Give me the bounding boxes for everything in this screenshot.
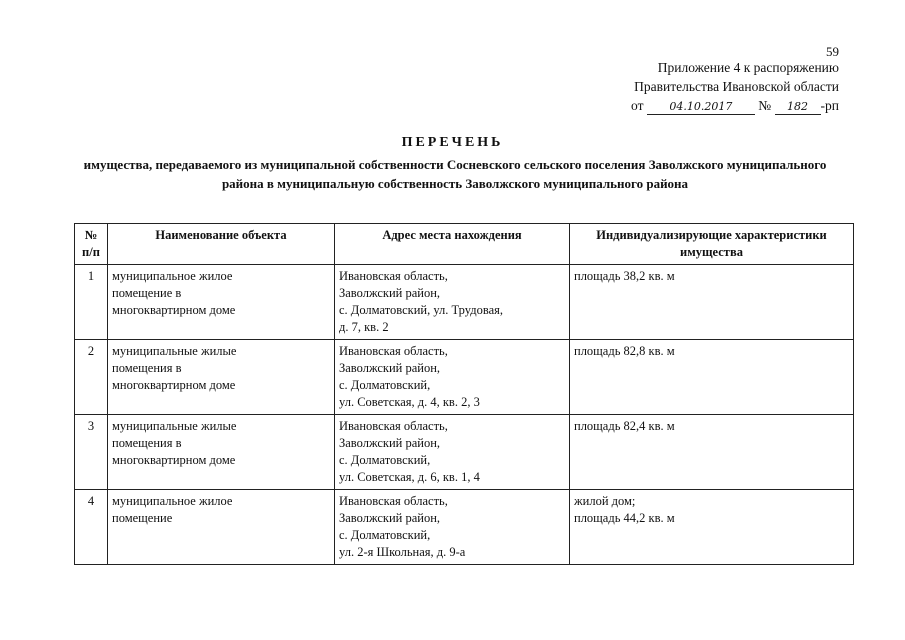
- cell-name-line: многоквартирном доме: [112, 453, 236, 467]
- header-characteristics: Индивидуализирующие характеристики имущества: [570, 224, 854, 265]
- cell-address-line: ул. 2-я Школьная, д. 9-а: [339, 545, 466, 559]
- cell-address-line: с. Долматовский,: [339, 453, 431, 467]
- header-number: № п/п: [75, 224, 108, 265]
- cell-name-line: муниципальное жилое: [112, 269, 233, 283]
- cell-characteristics: [570, 265, 854, 340]
- table-row: [75, 490, 854, 565]
- cell-address-line: ул. Советская, д. 6, кв. 1, 4: [339, 470, 480, 484]
- cell-address-line: Заволжский район,: [339, 511, 441, 525]
- cell-number: 1: [75, 265, 108, 340]
- document-subtitle: имущества, передаваемого из муниципальной собственности Сосневского сельского поселения Заволжского муниципального района в муниципальную собственность Заволжского муниципального района: [83, 157, 827, 191]
- cell-name-line: помещения в: [112, 436, 182, 450]
- cell-address-line: Заволжский район,: [339, 286, 441, 300]
- appendix-line-2: Правительства Ивановской области: [634, 79, 839, 94]
- number-sign: №: [758, 98, 772, 113]
- cell-name: [108, 415, 335, 490]
- appendix-date-line: [631, 96, 839, 115]
- cell-name: [108, 340, 335, 415]
- cell-address: [335, 415, 570, 490]
- handwritten-number: 182: [775, 100, 821, 115]
- cell-name-line: многоквартирном доме: [112, 378, 236, 392]
- cell-characteristics-line: площадь 82,8 кв. м: [574, 344, 675, 358]
- cell-address-line: Заволжский район,: [339, 361, 441, 375]
- cell-characteristics-line: площадь 38,2 кв. м: [574, 269, 675, 283]
- cell-address-line: Заволжский район,: [339, 436, 441, 450]
- cell-characteristics: [570, 340, 854, 415]
- header-name: Наименование объекта: [108, 224, 335, 265]
- cell-address: [335, 265, 570, 340]
- cell-address-line: Ивановская область,: [339, 344, 448, 358]
- date-prefix: от: [631, 98, 644, 113]
- cell-address-line: с. Долматовский,: [339, 528, 431, 542]
- cell-characteristics-line: жилой дом;: [574, 494, 636, 508]
- cell-address: [335, 340, 570, 415]
- cell-address-line: Ивановская область,: [339, 269, 448, 283]
- cell-name: [108, 265, 335, 340]
- table-row: [75, 265, 854, 340]
- document-title: ПЕРЕЧЕНЬ: [401, 135, 504, 150]
- table-header-row: [75, 224, 854, 265]
- cell-characteristics: [570, 415, 854, 490]
- cell-address-line: д. 7, кв. 2: [339, 320, 389, 334]
- table-row: [75, 340, 854, 415]
- appendix-block: [631, 58, 839, 115]
- table-body: [75, 265, 854, 565]
- cell-characteristics: [570, 490, 854, 565]
- cell-address-line: Ивановская область,: [339, 419, 448, 433]
- cell-name-line: помещение: [112, 511, 173, 525]
- handwritten-date: 04.10.2017: [647, 100, 755, 115]
- cell-number: 2: [75, 340, 108, 415]
- cell-name-line: помещения в: [112, 361, 182, 375]
- number-suffix: -рп: [820, 98, 839, 113]
- cell-address-line: ул. Советская, д. 4, кв. 2, 3: [339, 395, 480, 409]
- cell-characteristics-line: площадь 82,4 кв. м: [574, 419, 675, 433]
- cell-name-line: муниципальные жилые: [112, 419, 237, 433]
- property-table: [74, 223, 854, 565]
- cell-name-line: муниципальное жилое: [112, 494, 233, 508]
- cell-name: [108, 490, 335, 565]
- cell-address-line: с. Долматовский,: [339, 378, 431, 392]
- cell-number: 4: [75, 490, 108, 565]
- appendix-line-1: Приложение 4 к распоряжению: [657, 60, 839, 75]
- cell-name-line: помещение в: [112, 286, 182, 300]
- cell-name-line: многоквартирном доме: [112, 303, 236, 317]
- cell-name-line: муниципальные жилые: [112, 344, 237, 358]
- table-row: [75, 415, 854, 490]
- cell-characteristics-line: площадь 44,2 кв. м: [574, 511, 675, 525]
- cell-address-line: Ивановская область,: [339, 494, 448, 508]
- cell-address-line: с. Долматовский, ул. Трудовая,: [339, 303, 503, 317]
- header-address: Адрес места нахождения: [335, 224, 570, 265]
- page-number: 59: [826, 44, 839, 59]
- cell-address: [335, 490, 570, 565]
- cell-number: 3: [75, 415, 108, 490]
